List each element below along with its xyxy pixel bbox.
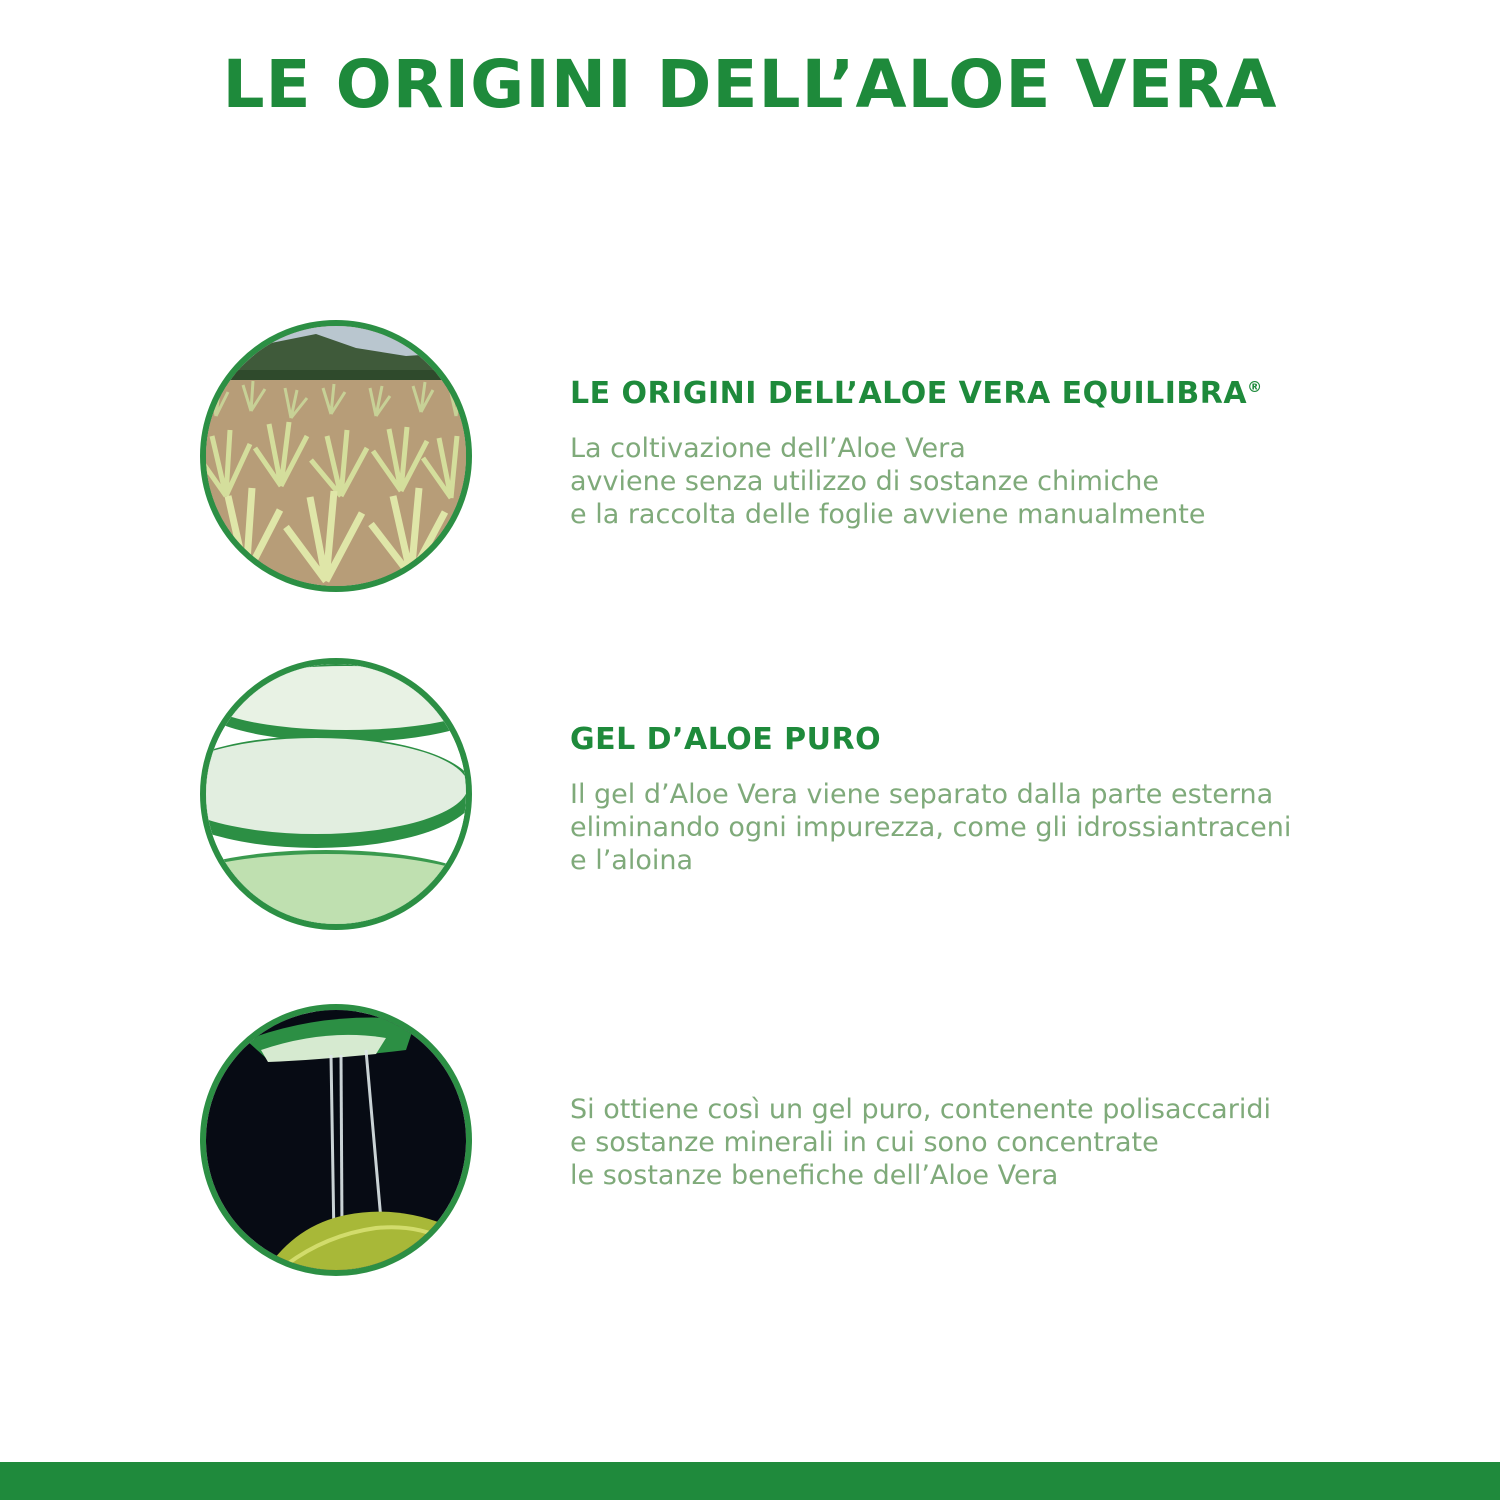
text-line: Il gel d’Aloe Vera viene separato dalla parte esterna: [570, 779, 1274, 810]
text-line: e l’aloina: [570, 845, 694, 876]
text-line: Si ottiene così un gel puro, contenente polisaccaridi: [570, 1094, 1271, 1125]
section-heading: GEL D’ALOE PURO: [570, 722, 882, 757]
footer-bar: [0, 1462, 1500, 1500]
aloe-field-photo: [200, 320, 472, 592]
text-line: e la raccolta delle foglie avviene manualmente: [570, 499, 1206, 530]
text-line: e sostanze minerali in cui sono concentrate: [570, 1127, 1159, 1158]
page-title: LE ORIGINI DELL’ALOE VERA: [222, 46, 1278, 123]
section-text: [570, 778, 1291, 877]
text-line: eliminando ogni impurezza, come gli idrossiantraceni: [570, 812, 1292, 843]
text-line: le sostanze benefiche dell’Aloe Vera: [570, 1160, 1059, 1191]
section-text: [570, 1093, 1271, 1192]
section-heading: LE ORIGINI DELL’ALOE VERA EQUILIBRA®: [570, 376, 1263, 411]
registered-mark: ®: [1247, 378, 1263, 396]
section-text: [570, 432, 1205, 531]
aloe-slices-photo: [200, 658, 472, 930]
text-line: avviene senza utilizzo di sostanze chimiche: [570, 466, 1159, 497]
text-line: La coltivazione dell’Aloe Vera: [570, 433, 966, 464]
aloe-gel-drip-photo: [200, 1004, 472, 1276]
